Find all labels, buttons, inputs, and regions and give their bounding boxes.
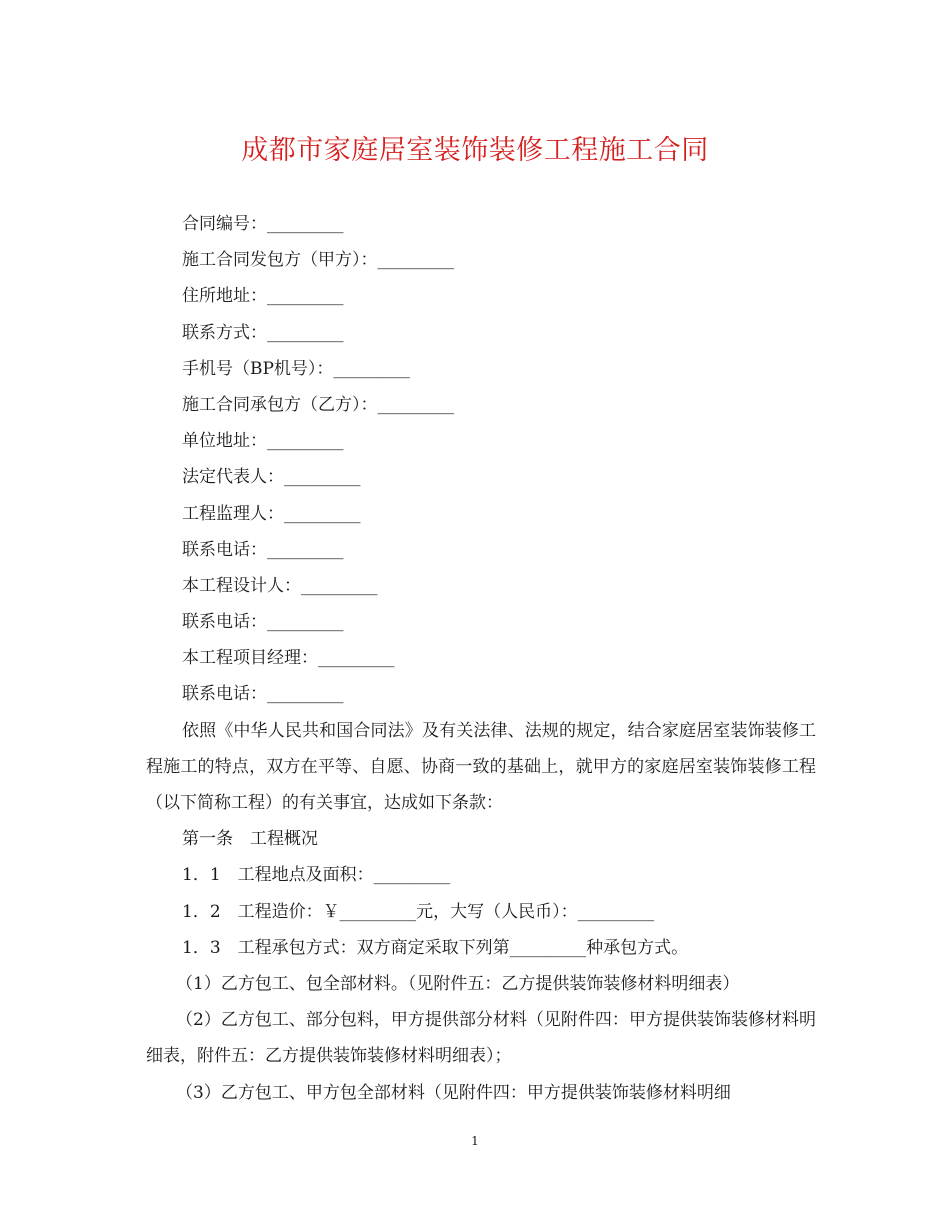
clause-1-2: 1．2 工程造价：￥_________元，大写（人民币）：_________ [182, 901, 655, 922]
document-body [146, 206, 816, 1111]
article-one-heading: 第一条 工程概况 [182, 829, 318, 850]
option-1: （1）乙方包工、包全部材料。（见附件五：乙方提供装饰装修材料明细表） [176, 973, 740, 994]
field-contact-method: 联系方式：_________ [182, 322, 344, 343]
field-party-b: 施工合同承包方（乙方）：_________ [182, 394, 454, 415]
page-number: 1 [471, 1134, 479, 1148]
intro-paragraph: 依照《中华人民共和国合同法》及有关法律、法规的规定，结合家庭居室装饰装修工程施工的特点，双方在平等、自愿、协商一致的基础上，就甲方的家庭居室装饰装修工程（以下简称工程）的有关事宜，达成如下条款： [146, 720, 816, 814]
clause-1-1: 1．1 工程地点及面积：_________ [182, 865, 451, 886]
field-company-address: 单位地址：_________ [182, 431, 344, 452]
clause-1-3: 1．3 工程承包方式：双方商定采取下列第_________种承包方式。 [182, 937, 689, 958]
field-residence-address: 住所地址：_________ [182, 286, 344, 307]
field-contact-phone-3: 联系电话：_________ [182, 684, 344, 705]
option-2: （2）乙方包工、部分包料，甲方提供部分材料（见附件四：甲方提供装饰装修材料明细表，附件五：乙方提供装饰装修材料明细表）； [146, 1010, 816, 1067]
field-legal-representative: 法定代表人：_________ [182, 467, 361, 488]
field-contact-phone-2: 联系电话：_________ [182, 612, 344, 633]
document-title: 成都市家庭居室装饰装修工程施工合同 [241, 135, 709, 166]
field-project-designer: 本工程设计人：_________ [182, 575, 378, 596]
field-contract-number: 合同编号：_________ [182, 214, 344, 234]
option-3: （3）乙方包工、甲方包全部材料（见附件四：甲方提供装饰装修材料明细 [176, 1082, 731, 1103]
field-mobile-number: 手机号（BP机号）：_________ [182, 358, 410, 379]
field-project-manager: 本工程项目经理：_________ [182, 648, 395, 669]
field-party-a: 施工合同发包方（甲方）：_________ [182, 250, 454, 271]
field-contact-phone-1: 联系电话：_________ [182, 539, 344, 560]
field-project-supervisor: 工程监理人：_________ [182, 503, 361, 524]
